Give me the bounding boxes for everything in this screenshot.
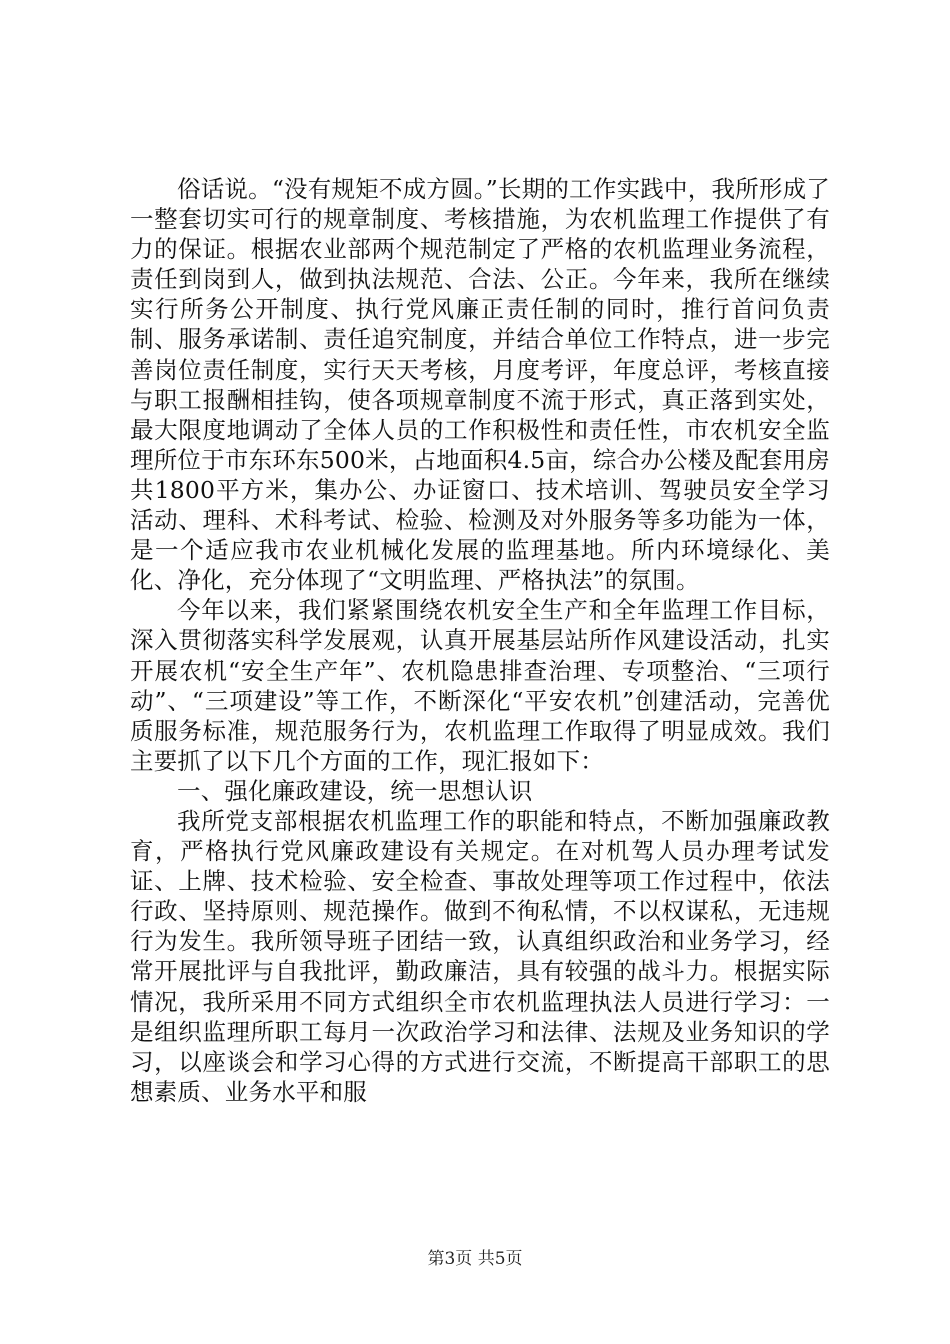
section-heading-1: 一、强化廉政建设，统一思想认识 [177,776,533,805]
paragraph-2: 今年以来，我们紧紧围绕农机安全生产和全年监理工作目标，深入贯彻落实科学发展观，认真开展基层站所作风建设活动，扎实开展农机“安全生产年”、农机隐患排查治理、专项整治、“三项行动”、“三项建设”等工作，不断深化“平安农机”创建活动，完善优质服务标准，规范服务行为，农机监理工作取得了明显成效。我们主要抓了以下几个方面的工作，现汇报如下： [130,596,830,775]
paragraph-1: 俗话说。“没有规矩不成方圆。”长期的工作实践中，我所形成了一整套切实可行的规章制度、考核措施，为农机监理工作提供了有力的保证。根据农业部两个规范制定了严格的农机监理业务流程，责任到岗到人，做到执法规范、合法、公正。今年来，我所在继续实行所务公开制度、执行党风廉正责任制的同时，推行首问负责制、服务承诺制、责任追究制度，并结合单位工作特点，进一步完善岗位责任制度，实行天天考核，月度考评，年度总评，考核直接与职工报酬相挂钩，使各项规章制度不流于形式，真正落到实处，最大限度地调动了全体人员的工作积极性和责任性，市农机安全监理所位于市东环东500米，占地面积4.5亩，综合办公楼及配套用房共1800平方米，集办公、办证窗口、技术培训、驾驶员安全学习活动、理科、术科考试、检验、检测及对外服务等多功能为一体，是一个适应我市农业机械化发展的监理基地。所内环境绿化、美化、净化，充分体现了“文明监理、严格执法”的氛围。 [130,175,830,595]
paragraph-3: 我所党支部根据农机监理工作的职能和特点，不断加强廉政教育，严格执行党风廉政建设有关规定。在对机驾人员办理考试发证、上牌、技术检验、安全检查、事故处理等项工作过程中，依法行政、坚持原则、规范操作。做到不徇私情，不以权谋私，无违规行为发生。我所领导班子团结一致，认真组织政治和业务学习，经常开展批评与自我批评，勤政廉洁，具有较强的战斗力。根据实际情况，我所采用不同方式组织全市农机监理执法人员进行学习：一是组织监理所职工每月一次政治学习和法律、法规及业务知识的学习，以座谈会和学习心得的方式进行交流，不断提高干部职工的思想素质、业务水平和服 [130,806,830,1106]
page-footer: 第3页 共5页 [427,1249,523,1269]
document-body [130,174,830,1107]
